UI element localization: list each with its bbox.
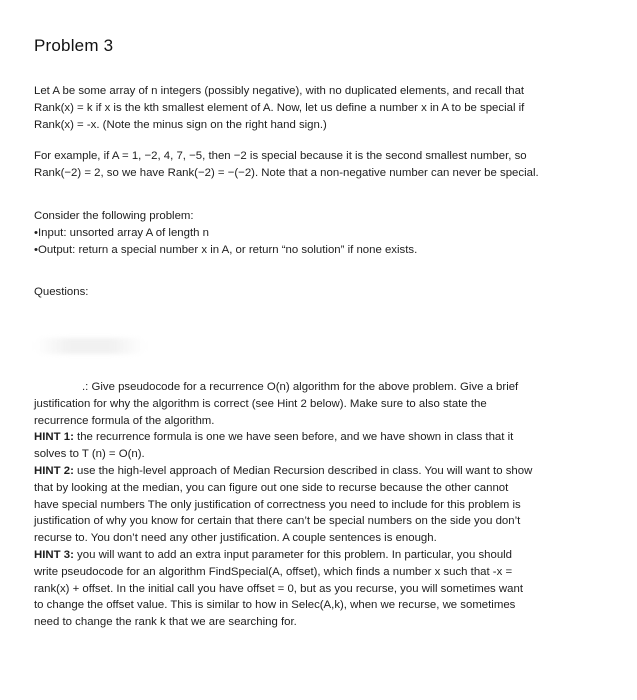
- problem-heading: Consider the following problem:: [34, 210, 194, 222]
- hint-line: recurse to. You don’t need any other justification. A couple sentences is enough.: [34, 532, 437, 545]
- hint-label: HINT 1:: [34, 431, 74, 444]
- faded-mark: [35, 338, 145, 354]
- hint-line: to change the offset value. This is similar to how in Selec(A,k), when we recurse, we sometimes: [34, 599, 516, 612]
- input-bullet: •Input: unsorted array A of length n: [34, 226, 209, 239]
- intro-line: Let A be some array of n integers (possibly negative), with no duplicated elements, and recall that: [34, 85, 525, 97]
- hint-label: HINT 2:: [34, 464, 74, 477]
- hint-3: [34, 547, 532, 564]
- example-paragraph: [34, 148, 539, 182]
- hint-line: solves to T (n) = O(n).: [34, 448, 145, 461]
- intro-line: Rank(x) = k if x is the kth smallest element of A. Now, let us define a number x in A to be special if: [34, 101, 525, 114]
- hint-line: justification of why you know for certain that there can’t be special numbers on the side you don’t: [34, 515, 521, 528]
- question-line: justification for why the algorithm is correct (see Hint 2 below). Make sure to also state the: [34, 397, 487, 410]
- question-line: .: Give pseudocode for a recurrence O(n) algorithm for the above problem. Give a brief: [82, 381, 519, 393]
- hint-line: that by looking at the median, you can figure out one side to recurse because the other cannot: [34, 481, 509, 494]
- hint-2: [34, 463, 532, 480]
- hint-line: have special numbers The only justification of correctness you need to include for this problem is: [34, 498, 521, 511]
- example-line: Rank(−2) = 2, so we have Rank(−2) = −(−2). Note that a non-negative number can never be special.: [34, 166, 539, 179]
- output-bullet: •Output: return a special number x in A, or return “no solution” if none exists.: [34, 243, 418, 256]
- hint-line: write pseudocode for an algorithm FindSpecial(A, offset), which finds a number x such that -x =: [34, 565, 513, 578]
- intro-line: Rank(x) = -x. (Note the minus sign on the right hand sign.): [34, 118, 327, 131]
- problem-statement: [34, 208, 417, 258]
- questions-label: Questions:: [34, 286, 89, 298]
- page-title: Problem 3: [34, 36, 114, 55]
- hint-line: rank(x) + offset. In the initial call you have offset = 0, but as you recurse, you will sometimes want: [34, 582, 523, 595]
- hint-label: HINT 3:: [34, 548, 74, 561]
- example-line: For example, if A = 1, −2, 4, 7, −5, then −2 is special because it is the second smallest number, so: [34, 150, 527, 162]
- hint-text: you will want to add an extra input parameter for this problem. In particular, you should: [73, 548, 513, 561]
- hint-line: need to change the rank k that we are searching for.: [34, 616, 297, 629]
- hint-1: [34, 429, 532, 446]
- hint-text: the recurrence formula is one we have seen before, and we have shown in class that it: [73, 431, 514, 444]
- hint-text: use the high-level approach of Median Recursion described in class. You will want to show: [73, 464, 533, 477]
- question-paragraph: [34, 379, 532, 631]
- intro-paragraph: [34, 83, 524, 133]
- question-line: recurrence formula of the algorithm.: [34, 414, 215, 427]
